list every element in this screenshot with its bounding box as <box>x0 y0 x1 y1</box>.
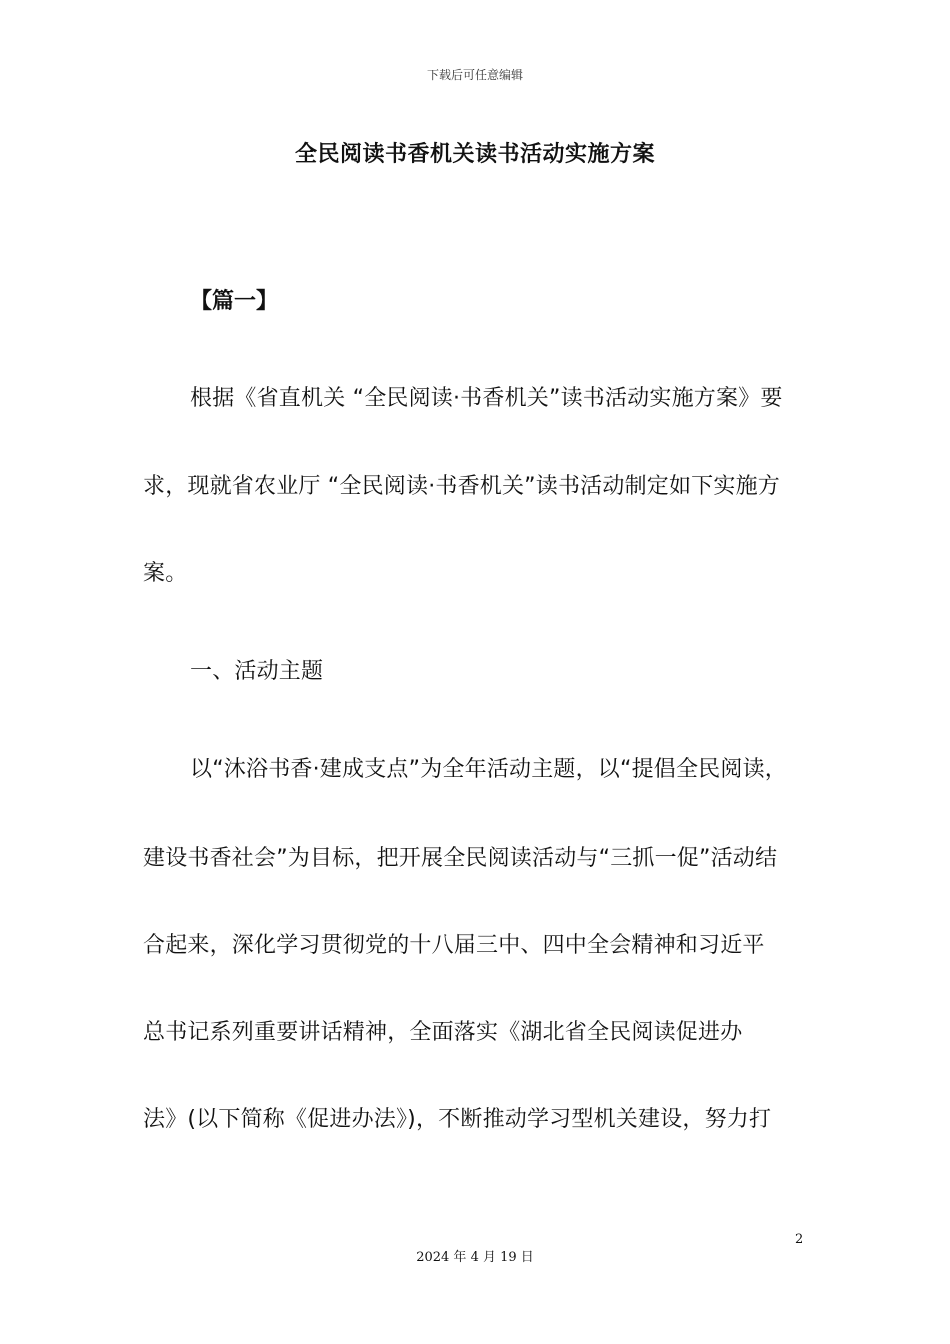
paragraph-line: 求，现就省农业厅 “全民阅读·书香机关”读书活动制定如下实施方 <box>143 474 780 499</box>
paragraph-line: 案。 <box>143 561 188 586</box>
paragraph-line: 建设书香社会”为目标，把开展全民阅读活动与“三抓一促”活动结 <box>143 846 778 871</box>
page-header-note: 下载后可任意编辑 <box>426 68 523 82</box>
page-footer-date: 2024 年 4 月 19 日 <box>416 1250 534 1265</box>
page-number: 2 <box>795 1232 804 1247</box>
section-heading: 一、活动主题 <box>190 659 324 684</box>
section-tag: 【篇一】 <box>190 289 279 314</box>
paragraph-line: 合起来，深化学习贯彻党的十八届三中、四中全会精神和习近平 <box>143 933 765 958</box>
paragraph-line: 根据《省直机关 “全民阅读·书香机关”读书活动实施方案》要 <box>190 386 783 411</box>
paragraph-line: 以“沐浴书香·建成支点”为全年活动主题，以“提倡全民阅读， <box>190 757 787 782</box>
paragraph-line: 法》(以下简称《促进办法》)，不断推动学习型机关建设，努力打 <box>143 1107 772 1132</box>
document-title: 全民阅读书香机关读书活动实施方案 <box>294 142 655 167</box>
paragraph-line: 总书记系列重要讲话精神，全面落实《湖北省全民阅读促进办 <box>143 1020 743 1045</box>
